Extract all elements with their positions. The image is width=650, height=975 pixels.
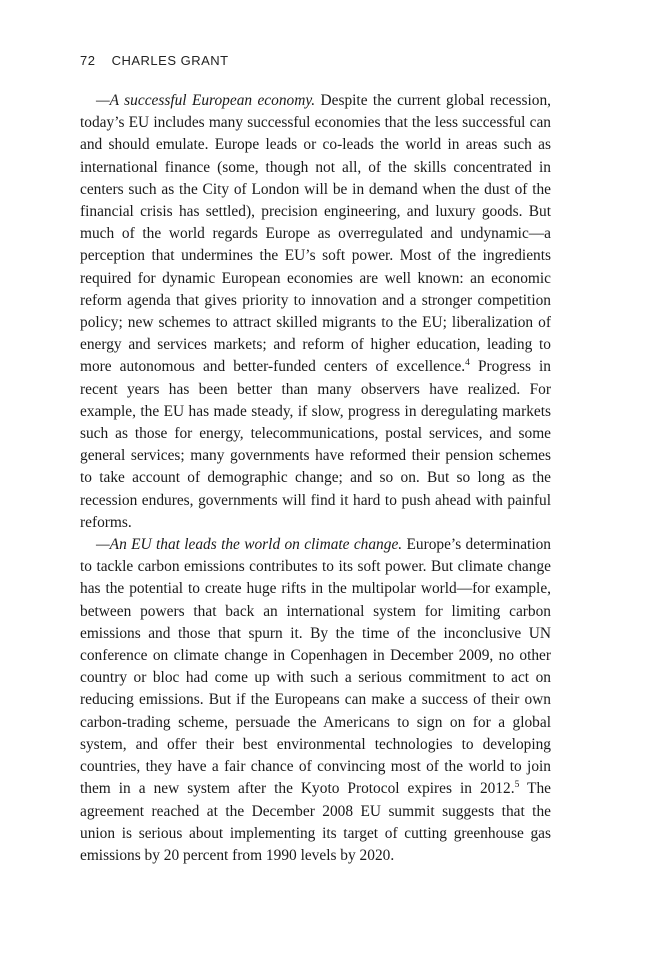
paragraph-text: Europe’s determination to tackle carbon emissions contributes to its soft power. But climate change has the potential to create huge rifts in the multipolar world—for example, between powers that back an international system for limiting carbon emissions and those that spurn it. By the time of the inconclusive UN conference on climate change in Copenhagen in December 2009, no other country or bloc had come up with such a serious commitment to act on reducing emissions. But if the Europeans can make a success of their own carbon-trading scheme, persuade the Americans to sign on for a global system, and offer their best environmental technologies to developing countries, they have a fair chance of convincing most of the world to join them in a new system after the Kyoto Protocol expires in 2012. [80,536,551,798]
paragraph-text: Progress in recent years has been better than many observers have realized. For example, the EU has made steady, if slow, progress in deregulating markets such as those for energy, telecommunications, postal services, and some general services; many governments have reformed their pension schemes to take account of demographic change; and so on. But so long as the recession endures, governments will find it hard to push ahead with painful reforms. [80,358,551,531]
paragraph-text: Despite the current global recession, today’s EU includes many successful economies that the less successful can and should emulate. Europe leads or co-leads the world in areas such as international finance (some, though not all, of the skills concentrated in centers such as the City of London will be in demand when the dust of the financial crisis has settled), precision engineering, and luxury goods. But much of the world regards Europe as overregulated and undynamic—a perception that undermines the EU’s soft power. Most of the ingredients required for dynamic European economies are well known: an economic reform agenda that gives priority to innovation and a stronger competition policy; new schemes to attract skilled migrants to the EU; liberalization of energy and services markets; and reform of higher education, leading to more autonomous and better-funded centers of excellence. [80,92,551,376]
paragraph-text: The agreement reached at the December 2008 EU summit suggests that the union is serious about implementing its target of cutting greenhouse gas emissions by 20 percent from 1990 levels by 2020. [80,780,551,864]
paragraph-lead: —An EU that leads the world on climate change. [96,536,403,554]
paragraph-economy [80,90,551,534]
paragraph-climate [80,534,551,867]
page-number: 72 [80,53,96,68]
running-head: CHARLES GRANT [111,53,229,68]
footnote-marker: 5 [514,780,520,791]
page-header [80,53,229,68]
body-text [80,90,551,867]
paragraph-lead: —A successful European economy. [96,92,316,109]
footnote-marker: 4 [465,358,470,369]
